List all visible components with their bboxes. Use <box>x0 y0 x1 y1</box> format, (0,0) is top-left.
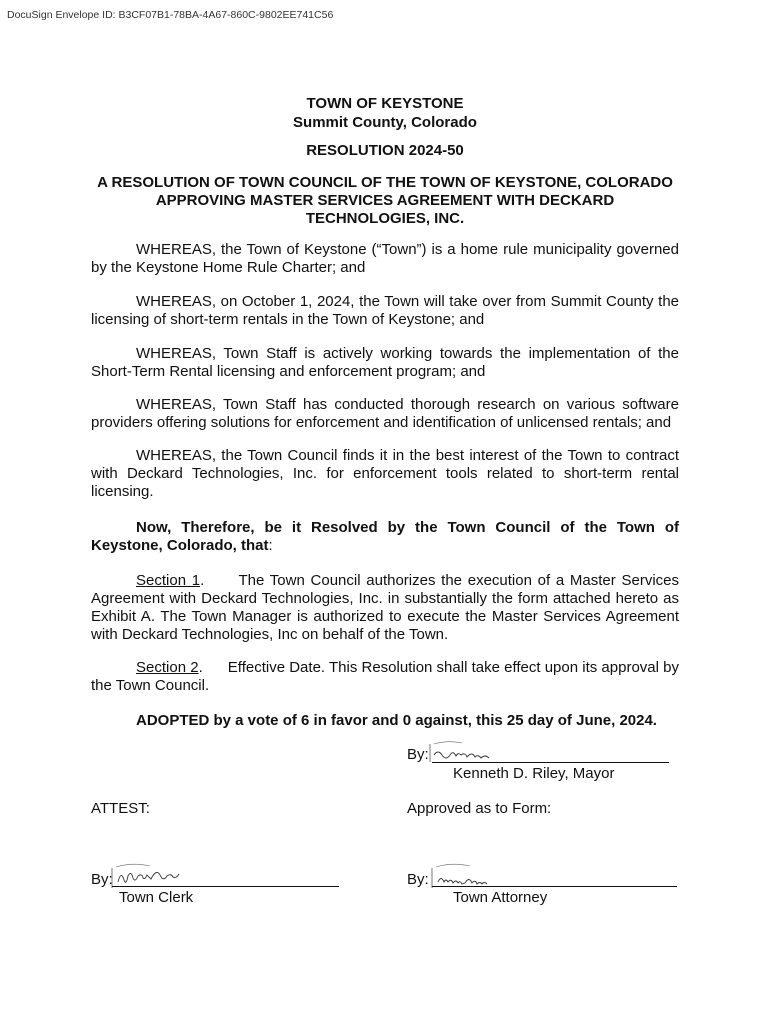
resolution-title-line-2: APPROVING MASTER SERVICES AGREEMENT WITH DECKARD <box>155 192 615 209</box>
town-name: TOWN OF KEYSTONE <box>306 95 464 112</box>
resolution-title-line-1: A RESOLUTION OF TOWN COUNCIL OF THE TOWN OF KEYSTONE, COLORADO <box>97 174 673 191</box>
section-2-paragraph: Section 2. Effective Date. This Resolution shall take effect upon its approval by the Town Council. <box>91 659 679 694</box>
whereas-paragraph: WHEREAS, Town Staff has conducted thorough research on various software providers offering solutions for enforcement and identification of unlicensed rentals; and <box>91 396 679 431</box>
adopted-statement: ADOPTED by a vote of 6 in favor and 0 against, this 25 day of June, 2024. <box>136 712 657 729</box>
section-2-label: Section 2 <box>136 659 199 676</box>
mayor-signature-line <box>432 762 669 763</box>
whereas-paragraph: WHEREAS, Town Staff is actively working towards the implementation of the Short-Term Rental licensing and enforcement program; and <box>91 345 679 380</box>
clerk-signature-line <box>112 886 339 887</box>
whereas-paragraph: WHEREAS, the Town Council finds it in the best interest of the Town to contract with Deckard Technologies, Inc. for enforcement tools related to short-term rental licensing. <box>91 447 679 500</box>
whereas-paragraph: WHEREAS, the Town of Keystone (“Town”) is a home rule municipality governed by the Keystone Home Rule Charter; and <box>91 241 679 276</box>
mayor-name: Kenneth D. Riley, Mayor <box>453 765 615 782</box>
approved-as-to-form-label: Approved as to Form: <box>407 800 552 817</box>
town-clerk-label: Town Clerk <box>119 889 194 906</box>
clerk-by-label: By: <box>91 871 113 888</box>
attorney-by-label: By: <box>407 871 429 888</box>
town-attorney-label: Town Attorney <box>453 889 548 906</box>
resolution-number: RESOLUTION 2024-50 <box>306 142 464 159</box>
whereas-paragraph: WHEREAS, on October 1, 2024, the Town will take over from Summit County the licensing of short-term rentals in the Town of Keystone; and <box>91 293 679 328</box>
county-name: Summit County, Colorado <box>293 114 477 131</box>
attorney-signature-line <box>432 886 677 887</box>
docusign-envelope-id: DocuSign Envelope ID: B3CF07B1-78BA-4A67-860C-9802EE741C56 <box>7 9 334 21</box>
mayor-by-label: By: <box>407 746 429 763</box>
section-1-label: Section 1 <box>136 572 201 589</box>
attest-label: ATTEST: <box>91 800 150 817</box>
resolution-title-line-3: TECHNOLOGIES, INC. <box>305 210 465 227</box>
section-1-paragraph: Section 1. The Town Council authorizes the execution of a Master Services Agreement with Deckard Technologies, Inc. in substantially the form attached hereto as Exhibit A. The Town Manager is authorized to execute the Master Services Agreement with Deckard Technologies, Inc on behalf of the Town. <box>91 572 679 643</box>
resolved-clause: Now, Therefore, be it Resolved by the Town Council of the Town of Keystone, Colorado, that: <box>91 519 679 554</box>
